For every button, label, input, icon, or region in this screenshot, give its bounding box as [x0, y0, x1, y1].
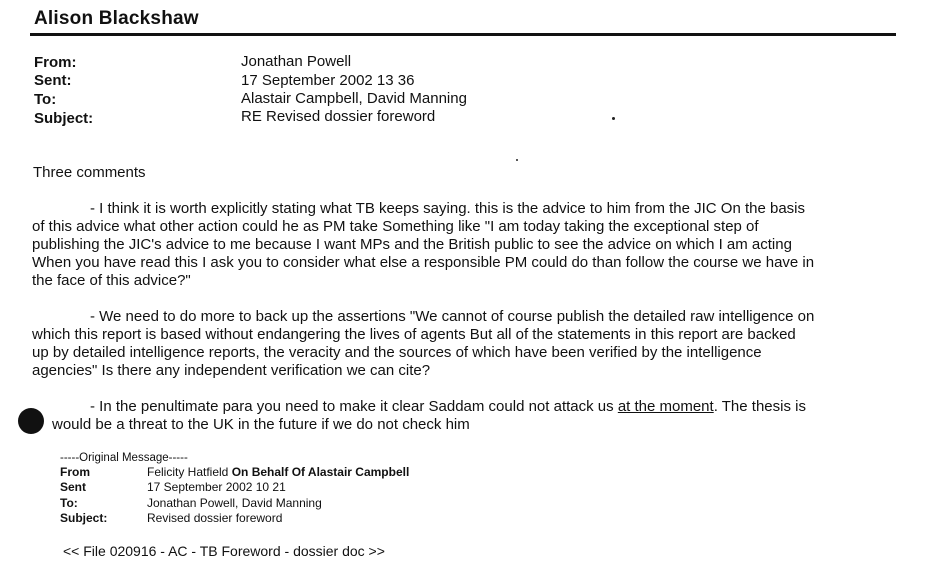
from-value: Jonathan Powell	[241, 53, 352, 70]
p1-line: the face of this advice?"	[32, 272, 191, 289]
attachment-link[interactable]: << File 020916 - AC - TB Foreword - dossier doc >>	[63, 543, 385, 559]
sent-label: Sent:	[34, 72, 72, 89]
orig-from-name: Felicity Hatfield	[147, 465, 232, 479]
p1-line: publishing the JIC's advice to me because I want MPs and the British public to see the advice on which I am acting	[32, 236, 792, 253]
to-value: Alastair Campbell, David Manning	[241, 90, 467, 107]
orig-to-value: Jonathan Powell, David Manning	[147, 496, 322, 510]
from-label: From:	[34, 54, 77, 71]
document-title: Alison Blackshaw	[34, 8, 199, 29]
intro-text: Three comments	[33, 164, 146, 181]
p2-line: which this report is based without endangering the lives of agents But all of the statements in this report are backed	[32, 326, 796, 343]
p1-line: - I think it is worth explicitly stating what TB keeps saying. this is the advice to him from the JIC On the basis	[90, 200, 806, 217]
scan-speck	[612, 117, 615, 120]
comment-paragraph-3	[32, 398, 806, 434]
p2-line: up by detailed intelligence reports, the veracity and the sources of which have been verified by the intelligence	[32, 344, 762, 361]
orig-from-value	[147, 465, 409, 479]
orig-from-behalf: On Behalf Of Alastair Campbell	[231, 465, 410, 479]
scan-speck	[516, 159, 518, 161]
orig-sent-label: Sent	[60, 480, 87, 494]
orig-to-label: To:	[60, 496, 78, 510]
title-rule	[30, 33, 896, 36]
p3-text-pre: - In the penultimate para you need to make it clear Saddam could not attack us	[90, 398, 618, 415]
orig-subject-label: Subject:	[60, 511, 108, 525]
comment-paragraph-1	[32, 200, 814, 290]
to-label: To:	[34, 91, 57, 108]
p3-line-1	[32, 398, 806, 416]
subject-value: RE Revised dossier foreword	[241, 108, 436, 125]
p3-underlined-text: at the moment	[617, 398, 714, 415]
p1-line: When you have read this I ask you to consider what else a responsible PM could do than follow the course we have in	[32, 254, 815, 271]
subject-label: Subject:	[34, 110, 94, 127]
sent-value: 17 September 2002 13 36	[241, 72, 415, 89]
orig-from-label: From	[60, 465, 90, 479]
p2-line: agencies" Is there any independent verification we can cite?	[32, 362, 431, 379]
comment-paragraph-2	[32, 308, 814, 380]
orig-subject-value: Revised dossier foreword	[147, 511, 283, 525]
original-message-separator: -----Original Message-----	[60, 452, 188, 464]
p1-line: of this advice what other action could he as PM take Something like "I am today taking the exceptional step of	[32, 218, 759, 235]
p3-text-post: . The thesis is	[713, 398, 806, 415]
ink-blot	[18, 408, 44, 434]
p3-line-2: would be a threat to the UK in the future if we do not check him	[52, 416, 470, 433]
p2-line: - We need to do more to back up the assertions "We cannot of course publish the detailed raw intelligence on	[90, 308, 815, 325]
orig-sent-value: 17 September 2002 10 21	[147, 480, 286, 494]
